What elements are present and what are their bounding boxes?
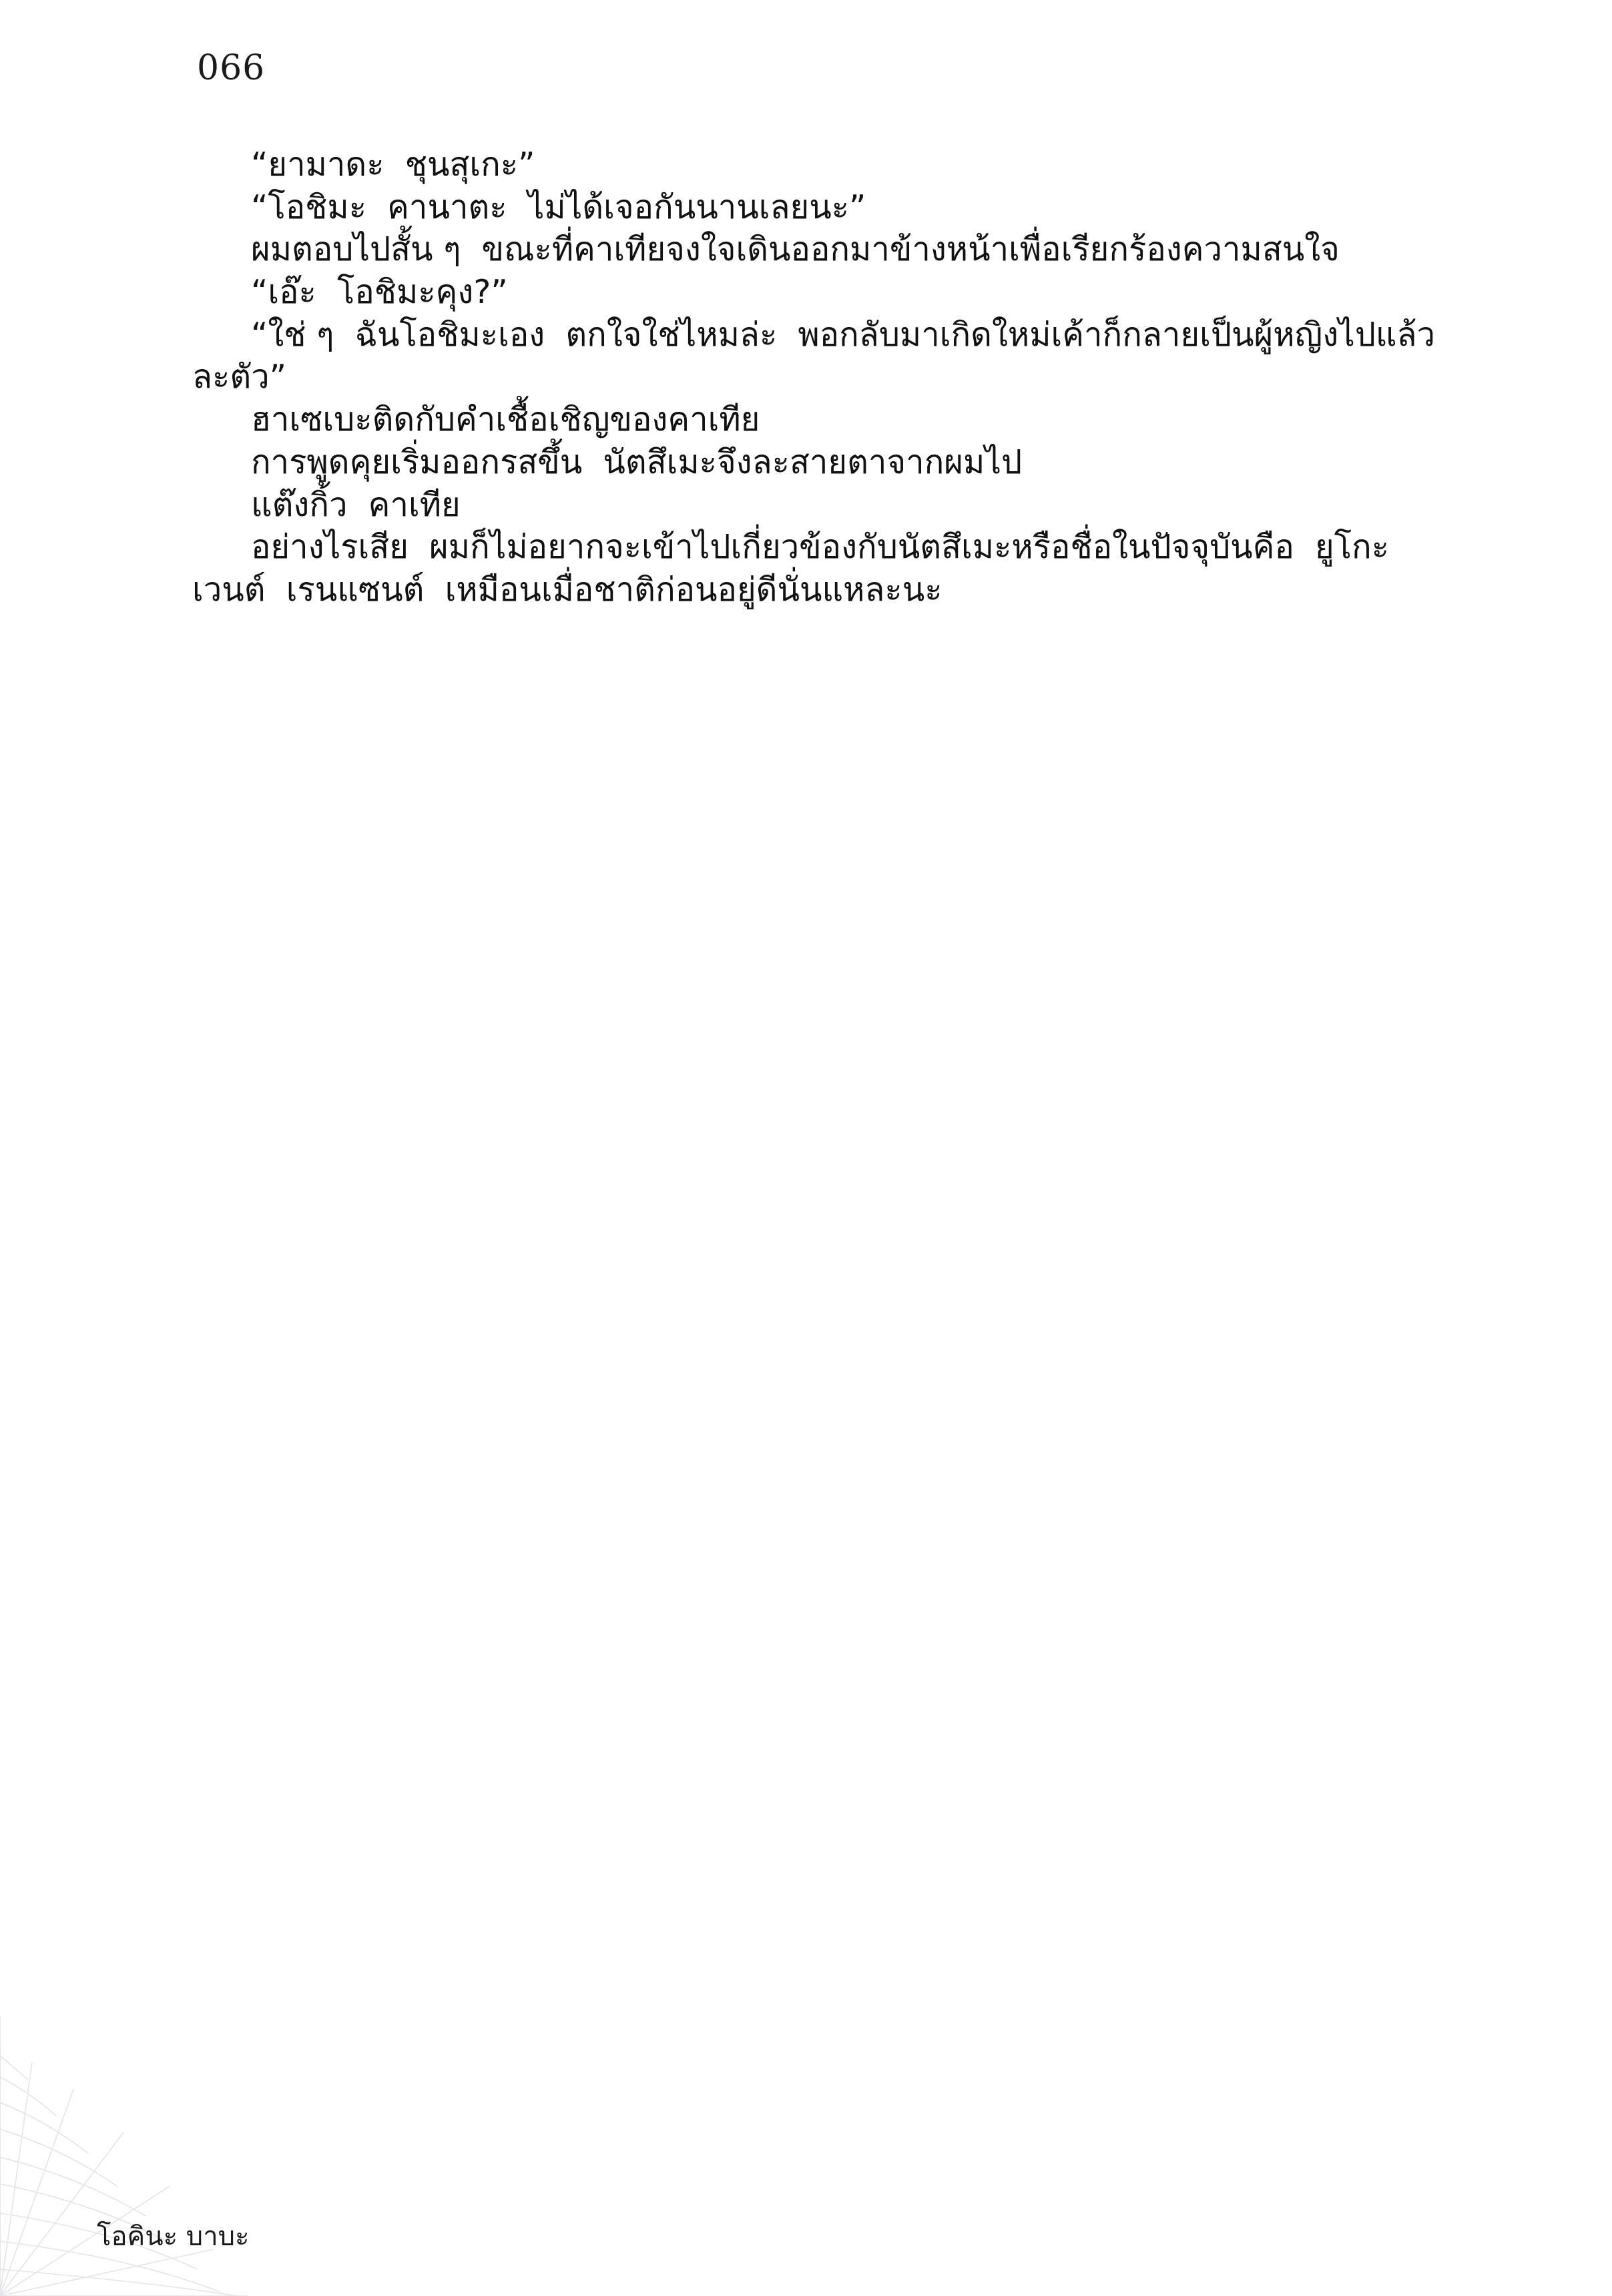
paragraph-text: “โอชิมะ คานาตะ ไม่ได้เจอกันนานเลยนะ”: [251, 188, 866, 226]
paragraph-text: ฮาเซเบะติดกับคำเชื้อเชิญของคาเทีย: [251, 400, 760, 439]
paragraph-3: [192, 228, 1447, 271]
paragraph-6: [192, 398, 1447, 441]
paragraph-7: [192, 441, 1447, 484]
body-text-block: [192, 144, 1447, 611]
paragraph-2: [192, 186, 1447, 229]
paragraph-text: แต๊งกิ้ว คาเทีย: [251, 485, 461, 524]
paragraph-text: การพูดคุยเริ่มออกรสขึ้น นัตสึเมะจึงละสายตาจากผมไป: [251, 443, 1023, 481]
paragraph-8: [192, 484, 1447, 527]
paragraph-4: [192, 271, 1447, 314]
paragraph-text: “เอ๊ะ โอชิมะคุง?”: [251, 273, 508, 312]
paragraph-5: [192, 314, 1447, 398]
paragraph-text: “ใช่ ๆ ฉันโอชิมะเอง ตกใจใช่ไหมล่ะ พอกลับมาเกิดใหม่เค้าก็กลายเป็นผู้หญิงไปแล้วละตัว”: [192, 315, 1436, 396]
paragraph-text: “ยามาดะ ชุนสุเกะ”: [251, 146, 535, 184]
paragraph-9: [192, 526, 1447, 611]
page-number: 066: [197, 48, 266, 88]
paragraph-text: อย่างไรเสีย ผมก็ไม่อยากจะเข้าไปเกี่ยวข้องกับนัตสึเมะหรือชื่อในปัจจุบันคือ ยูโกะ เวนต์ เรนแซนต์ เหมือนเมื่อชาติก่อนอยู่ดีนั่นแหละนะ: [192, 528, 1410, 609]
footer-author-name: โอคินะ บาบะ: [97, 2221, 250, 2252]
paragraph-1: [192, 144, 1447, 186]
paragraph-text: ผมตอบไปสั้น ๆ ขณะที่คาเทียจงใจเดินออกมาข้างหน้าเพื่อเรียกร้องความสนใจ: [251, 230, 1340, 269]
